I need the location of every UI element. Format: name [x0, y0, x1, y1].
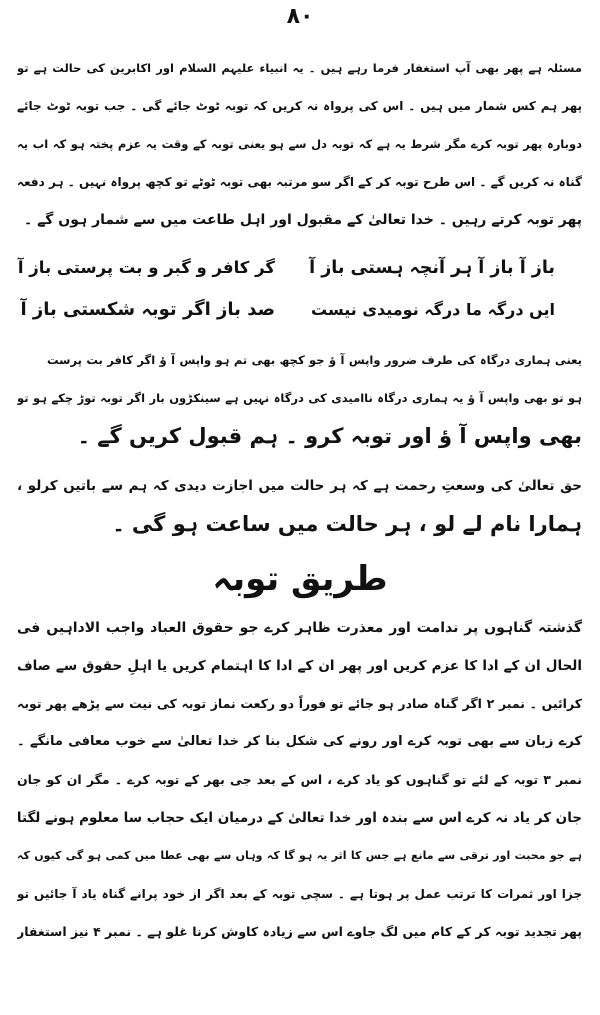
text-line: ہو تو بھی واپس آ ؤ یہ ہماری درگاہ ناامیدی کی درگاہ نہیں ہے سینکڑوں بار اگر توبہ توڑ چکے ہو تو — [17, 391, 582, 405]
text-line: نمبر ۳ توبہ کے لئے تو گناہوں کو یاد کرے ، اس کے بعد جی بھر کے توبہ کرے ۔ مگر ان کو جان — [17, 772, 582, 787]
text-line: پھر تجدید توبہ کر کے کام میں لگ جاوے اس سے زیادہ کاوش کرنا غلو ہے ۔ نمبر ۴ نیز استغفار — [17, 924, 582, 939]
text-line: الحال ان کے ادا کا عزم کریں اور پھر ان کے ادا کا اہتمام کریں یا اہلِ حقوق سے صاف — [17, 658, 582, 674]
text-line: پھر توبہ کرتے رہیں ۔ خدا تعالیٰ کے مقبول اور اہل طاعت میں سے شمار ہوں گے ۔ — [24, 212, 582, 228]
text-line: پھر ہم کس شمار میں ہیں ۔ اس کی پرواہ نہ کریں کہ توبہ ٹوٹ جائے گی ۔ جب توبہ ٹوٹ جائے — [17, 99, 582, 113]
text-line: کرے زبان سے بھی توبہ کرے اور رونے کی شکل بنا کر خدا تعالیٰ سے خوب معافی مانگے ۔ — [17, 734, 582, 749]
text-line: مسئلہ ہے پھر بھی آپ استغفار فرما رہے ہیں ۔ یہ انبیاء علیہم السلام اور اکابرین کی حالت ہے تو — [17, 61, 582, 75]
text-line: یعنی ہماری درگاہ کی طرف ضرور واپس آ ؤ جو کچھ بھی تم ہو واپس آ ؤ اگر کافر بت پرست — [47, 353, 582, 367]
text-line: بھی واپس آ ؤ اور توبہ کرو ۔ ہم قبول کریں گے ۔ — [77, 424, 582, 448]
text-line: جزا اور ثمرات کا ترتب عمل پر ہوتا ہے ۔ سچی توبہ کے بعد اگر از خود پرانے گناہ یاد آ جائیں تو — [17, 887, 582, 901]
text-line: دوبارہ پھر توبہ کرے مگر شرط یہ ہے کہ توبہ دل سے ہو یعنی توبہ کے وقت یہ عزم پختہ ہو کہ اب یہ — [17, 137, 582, 151]
text-line: گذشتہ گناہوں پر ندامت اور معذرت ظاہر کرے جو حقوق العباد واجب الاداہیں فی — [17, 620, 582, 636]
text-line: ہمارا نام لے لو ، ہر حالت میں ساعت ہو گی ۔ — [112, 512, 582, 536]
text-line: گناہ نہ کریں گے ۔ اس طرح توبہ کر کے اگر سو مرتبہ بھی توبہ ٹوٹے تو کچھ پرواہ نہیں ۔ ہر دفعہ — [17, 175, 582, 189]
verse-right-half: باز آ باز آ ہر آنچہ ہستی باز آ — [309, 258, 555, 278]
text-line: ہے جو محبت اور ترقی سے مانع ہے جس کا اثر یہ ہو گا کہ وہاں سے بھی عطا میں کمی ہو گی کیوں کہ — [17, 849, 582, 862]
text-line: حق تعالیٰ کی وسعتِ رحمت ہے کہ ہر حالت میں اجازت دیدی کہ ہم سے باتیں کرلو ، — [17, 478, 582, 494]
text-line: جان کر یاد نہ کرے اس سے بندہ اور خدا تعالیٰ کے درمیان ایک حجاب سا معلوم ہونے لگتا — [17, 810, 582, 826]
verse-left-half: گر کافر و گبر و بت پرستی باز آ — [17, 258, 275, 277]
text-line: کرائیں ۔ نمبر ۲ اگر گناہ صادر ہو جائے تو فوراً دو رکعت نماز توبہ کی نیت سے پڑھے پھر توبہ — [17, 696, 582, 711]
verse-right-half: ایں درگہ ما درگہ نومیدی نیست — [311, 300, 555, 319]
page-number: ۸۰ — [286, 4, 314, 29]
verse-left-half: صد باز اگر توبہ شکستی باز آ — [20, 299, 275, 320]
section-heading: طریق توبہ — [212, 559, 388, 599]
